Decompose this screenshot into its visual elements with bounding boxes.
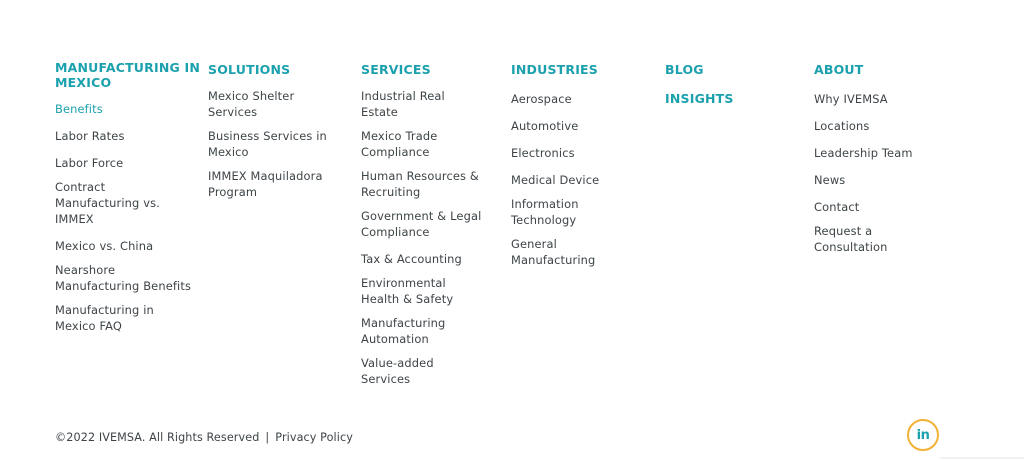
link-human-resources[interactable]: Human Resources & Recruiting bbox=[361, 169, 479, 199]
footer-column-industries bbox=[511, 58, 661, 276]
heading-manufacturing-in-mexico[interactable]: MANUFACTURING IN MEXICO bbox=[55, 60, 201, 90]
link-labor-rates[interactable]: Labor Rates bbox=[55, 129, 125, 143]
heading-blog[interactable]: BLOG bbox=[665, 62, 704, 77]
link-automotive[interactable]: Automotive bbox=[511, 119, 579, 133]
footer-column-services bbox=[361, 58, 511, 395]
link-contact[interactable]: Contact bbox=[814, 200, 860, 214]
link-tax-accounting[interactable]: Tax & Accounting bbox=[361, 252, 462, 266]
link-mexico-shelter-services[interactable]: Mexico Shelter Services bbox=[208, 89, 295, 119]
link-environmental-health[interactable]: Environmental Health & Safety bbox=[361, 276, 454, 306]
link-manufacturing-faq[interactable]: Manufacturing in Mexico FAQ bbox=[55, 303, 154, 333]
heading-services[interactable]: SERVICES bbox=[361, 62, 431, 77]
link-mexico-vs-china[interactable]: Mexico vs. China bbox=[55, 239, 154, 253]
heading-solutions[interactable]: SOLUTIONS bbox=[208, 62, 291, 77]
bottom-divider bbox=[940, 457, 1024, 459]
linkedin-icon[interactable] bbox=[907, 419, 939, 451]
link-value-added-services[interactable]: Value-added Services bbox=[361, 356, 434, 386]
heading-industries[interactable]: INDUSTRIES bbox=[511, 62, 598, 77]
link-news[interactable]: News bbox=[814, 173, 846, 187]
heading-about[interactable]: ABOUT bbox=[814, 62, 864, 77]
link-industrial-real-estate[interactable]: Industrial Real Estate bbox=[361, 89, 445, 119]
copyright-text: ©2022 IVEMSA. All Rights Reserved bbox=[55, 431, 260, 444]
link-leadership-team[interactable]: Leadership Team bbox=[814, 146, 913, 160]
footer-separator: | bbox=[265, 431, 270, 444]
link-labor-force[interactable]: Labor Force bbox=[55, 156, 124, 170]
footer-column-solutions bbox=[208, 58, 358, 208]
link-information-technology[interactable]: Information Technology bbox=[511, 197, 579, 227]
link-benefits[interactable]: Benefits bbox=[55, 102, 103, 116]
footer-column-manufacturing bbox=[55, 58, 205, 342]
link-why-ivemsa[interactable]: Why IVEMSA bbox=[814, 92, 888, 106]
link-immex-program[interactable]: IMMEX Maquiladora Program bbox=[208, 169, 323, 199]
privacy-policy-link[interactable]: Privacy Policy bbox=[275, 431, 353, 444]
footer-column-blog bbox=[665, 58, 805, 124]
link-medical-device[interactable]: Medical Device bbox=[511, 173, 600, 187]
link-government-legal[interactable]: Government & Legal Compliance bbox=[361, 209, 482, 239]
link-general-manufacturing[interactable]: General Manufacturing bbox=[511, 237, 596, 267]
link-electronics[interactable]: Electronics bbox=[511, 146, 575, 160]
link-aerospace[interactable]: Aerospace bbox=[511, 92, 572, 106]
link-nearshore-benefits[interactable]: Nearshore Manufacturing Benefits bbox=[55, 263, 192, 293]
link-locations[interactable]: Locations bbox=[814, 119, 870, 133]
link-trade-compliance[interactable]: Mexico Trade Compliance bbox=[361, 129, 438, 159]
footer-legal-bar bbox=[55, 431, 353, 444]
linkedin-icon-glyph: in bbox=[916, 427, 930, 443]
footer-column-about bbox=[814, 58, 964, 263]
heading-insights[interactable]: INSIGHTS bbox=[665, 91, 734, 106]
link-business-services[interactable]: Business Services in Mexico bbox=[208, 129, 327, 159]
link-request-consultation[interactable]: Request a Consultation bbox=[814, 224, 888, 254]
link-manufacturing-automation[interactable]: Manufacturing Automation bbox=[361, 316, 446, 346]
link-contract-manufacturing[interactable]: Contract Manufacturing vs. IMMEX bbox=[55, 180, 160, 226]
